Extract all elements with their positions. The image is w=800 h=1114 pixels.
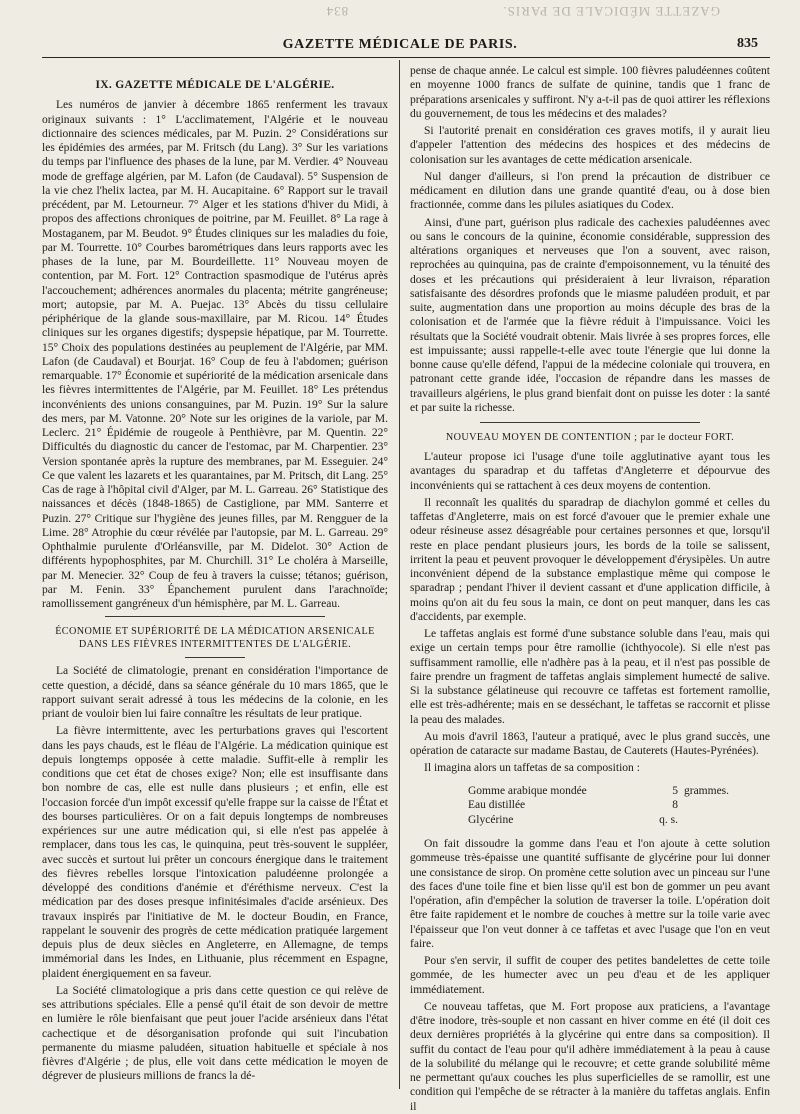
left-column (42, 64, 388, 1093)
section-rule (185, 657, 245, 658)
formula-table (468, 784, 770, 828)
formula-unit (678, 798, 684, 813)
header-rule (42, 57, 770, 58)
paragraph: Si l'autorité prenait en considération ces graves motifs, il y aurait lieu d'appeler l'attention des médecins des hospices et des médecins de colonisation sur les avantages de cette médication arsenicale. (410, 125, 770, 166)
contents-paragraph: Les numéros de janvier à décembre 1865 renferment les travaux originaux suivants : 1° L'acclimatement, l'Algérie et le nouveau dictionnaire des sciences médicales, par M. Puzin. 2° Considérations sur les épidémies des armées, par M. Fritsch (du Lang). 3° Sur les variations du temps par l'influence des phases de la lune, par M. Verdier. 4° Nouveau mode de greffage algérien, par M. Lafon (de Caudaval). 5° Suspension de la vie chez l'helix lactea, par M. H. Aucapitaine. 6° Rapport sur le travail précédent, par M. Letourneur. 7° Alger et les stations d'hiver du Midi, à propos des affections chroniques de poitrine, par M. Feuillet. 8° La rage à Mostaganem, par M. Beudot. 9° Études cliniques sur les maladies du foie, par M. Tourrette. 10° Courbes barométriques dans leurs rapports avec les phases de la lune, par M. Bourdeillette. 11° Nouveau moyen de contention, par M. Fort. 12° Contraction spasmodique de l'utérus après l'accouchement; adhérences anormales du placenta; métrite gangréneuse; mort; autopsie, par M. A. Puejac. 13° Abcès du tissu cellulaire périphérique de la glande sous-maxillaire, par M. Ricou. 14° Études cliniques sur les organes digestifs; dyspepsie hépatique, par M. Tourrette. 15° Choix des populations destinées au peuplement de l'Algérie, par MM. Lafon (de Caudaval) et Bourjat. 16° Coup de feu à l'abdomen; guérison remarquable. 17° Économie et supériorité de la médication arsenicale dans les fièvres intermittentes de l'Algérie, par M. Feuillet. 18° Les prétendus inconvénients des unions consanguines, par M. Puzin. 19° Sur la salure des mers, par M. Vatonne. 20° Note sur les origines de la variole, par M. Leclerc. 21° Épidémie de rougeole à Penthièvre, par M. Quentin. 22° Difficultés du diagnostic du cancer de l'estomac, par M. Charpentier. 23° Version spontanée après la rupture des membranes, par M. Esseguier. 24° Ce que valent les lazarets et les quarantaines, par M. Pritsch, dit Lang. 25° Cas de rage à l'hôpital civil d'Alger, par M. L. Garreau. 26° Statistique des naissances et décès (1848-1865) de Castiglione, par MM. Santerre et Puzin. 27° Critique sur l'hygiène des jeunes filles, par M. Rengguer de la Lime. 28° Atrophie du cœur révélée par l'autopsie, par M. L. Garreau. 29° Ophthalmie purulente d'Orléansville, par M. Didelot. 30° Action de différents hypophosphites, par M. Churchill. 31° Le choléra à Marseille, par M. Menecier. 32° Coup de feu à travers la cuisse; tétanos; guérison, par M. Fenin. 33° Épanchement purulent dans l'arachnoïde; ramollissement gangréneux d'un hémisphère, par M. L. Garreau. (42, 99, 388, 610)
paragraph: Nul danger d'ailleurs, si l'on prend la précaution de distribuer ce médicament en dilution dans une grande quantité d'eau, ou à dose bien fractionnée, comme dans les pilules asiatiques du Codex. (410, 170, 770, 212)
right-column (410, 64, 770, 1113)
paragraph: La Société climatologique a pris dans cette question ce qui relève de ses attributions spéciales. Elle a pensé qu'il était de son devoir de mettre en lumière le rôle bienfaisant que peut jouer l'acide arsénieux dans l'état cachectique et de désorganisation profonde qui suit l'incubation permanente du miasme paludéen, situation habituelle et spéciale à nos fièvres d'Algérie ; de plus, elle voit dans cette médication le moyen de dégrever de plusieurs millions de francs la dé- (42, 984, 388, 1083)
section-rule (105, 616, 325, 617)
section-rule (480, 422, 700, 423)
page-number: 835 (737, 36, 758, 51)
formula-quantity: 8 (672, 799, 678, 811)
paragraph: Pour s'en servir, il suffit de couper des petites bandelettes de cette toile gommée, de les humecter avec un peu d'eau et de les appliquer immédiatement. (410, 955, 770, 996)
formula-ingredient: Eau distillée (468, 799, 526, 811)
formula-unit: grammes. (684, 784, 730, 797)
paragraph: La fièvre intermittente, avec les perturbations graves qui l'escortent dans les pays chauds, est le fléau de l'Algérie. La médication quinique est depuis longtemps opposée à cette maladie. Suffit-elle à remplir les conditions que cet état de choses exige? Non; elle est insuffisante dans bon nombre de cas, elle est nulle dans plusieurs ; et enfin, elle est l'occasion forcée d'un impôt excessif qu'elle frappe sur la caisse de l'État et des bourses particulières. Or on a fait depuis longtemps de nombreuses expériences sur une autre médication qui, si elle n'est pas appelée à remplacer, dans tous les cas, le quinquina, peut très-souvent le suppléer, avec succès et surtout lui prêter un concours énergique dans le traitement des fièvres rebelles lorsque l'intoxication paludéenne prolongée a développé des conditions d'anémie et d'éréthisme nerveux. C'est la médication par des doses presque infinitésimales d'acide arsénieux. Des travaux inspirés par l'initiative de M. le docteur Boudin, en France, rappelant le souvenir des progrès de cette médication pratiquée largement depuis plus de deux siècles en Angleterre, en Allemagne, de temps immémorial dans les Indes, en Lithuanie, plus récemment en Espagne, plaident énergiquement en sa faveur. (42, 725, 388, 980)
paragraph: Ce nouveau taffetas, que M. Fort propose aux praticiens, a l'avantage d'être inodore, très-souple et non cassant en hiver comme en été (il doit ces deux dernières propriétés à la glycérine qui entre dans sa composition). Il suffit du contact de l'eau pour qu'il adhère immédiatement à la peau à cause de la solubilité du mélange qui le recouvre; et cette grande solubilité même ne permettant qu'aux couches les plus superficielles de se ramollir, est une condition qui l'empêche de se rétracter à la manière du taffetas anglais. Enfin il (410, 1000, 770, 1113)
paragraph: Il imagina alors un taffetas de sa composition : (424, 762, 640, 775)
article-subheading: NOUVEAU MOYEN DE CONTENTION ; par le docteur FORT. (445, 432, 735, 443)
article-subheading: ÉCONOMIE ET SUPÉRIORITÉ DE LA MÉDICATION ARSENICALE DANS LES FIÈVRES INTERMITTENTES DE L'ALGÉRIE. (55, 626, 375, 651)
section-heading: IX. GAZETTE MÉDICALE DE L'ALGÉRIE. (95, 79, 335, 91)
formula-ingredient: Glycérine (468, 813, 514, 826)
formula-quantity: q. s. (659, 813, 678, 826)
paragraph: pense de chaque année. Le calcul est simple. 100 fièvres paludéennes coûtent en moyenne 1000 francs de sulfate de quinine, tandis que 1 franc de préparations arsenicales y suffiront. N'y a-t-il pas de quoi attirer les réflexions du gouvernement, de tous les médecins et des malades? (410, 65, 770, 120)
paragraph: Le taffetas anglais est formé d'une substance soluble dans l'eau, mais qui exige un certain temps pour être ramollie (ichthyocole). Si elle n'est pas suffisamment ramollie, elle n'adhère pas à la peau, et il n'est pas possible de faire prendre un fragment de taffetas anglais simplement humecté de salive. Si la substance gélatineuse qui recouvre ce taffetas est fortement ramollie, elle est très-adhérente; mais en se desséchant, le taffetas se raccornit et plisse la peau des malades. (410, 628, 770, 726)
paragraph: On fait dissoudre la gomme dans l'eau et l'on ajoute à cette solution gommeuse très-épaisse une quantité suffisante de glycérine pour lui donner une consistance de sirop. On promène cette solution avec un pinceau sur l'une des faces d'une toile fine et bien lisse qu'il est bon de gommer un peu avant l'opération, afin d'empêcher la solution de traverser la toile. L'opération doit être faite rapidement et le nombre de couches à mettre sur la toile varie avec l'épaisseur que l'on veut donner à ce taffetas et avec l'usage que l'on en veut faire. (410, 838, 770, 950)
formula-ingredient: Gomme arabique mondée (468, 784, 587, 797)
formula-quantity: 5 (672, 784, 678, 797)
formula-unit (678, 813, 684, 828)
show-through-text: GAZETTE MÉDICALE DE PARIS. 834 (325, 4, 720, 19)
paragraph: La Société de climatologie, prenant en considération l'importance de cette question, a décidé, dans sa séance générale du 10 mars 1865, que le rapport suivant serait adressé à tous les médecins de la colonie, en les priant de vouloir bien lui faire connaître les résultats de leur pratique. (42, 665, 388, 720)
paragraph: Au mois d'avril 1863, l'auteur a pratiqué, avec le plus grand succès, une opération de cataracte sur madame Bastau, de Cauterets (Hautes-Pyrénées). (410, 730, 770, 757)
formula-row (468, 798, 770, 813)
paragraph: Il reconnaît les qualités du sparadrap de diachylon gommé et celles du taffetas d'Angleterre, mais on est forcé d'avouer que le premier exhale une odeur résineuse assez désagréable pour certaines personnes et que, lorsqu'il reste en place pendant plusieurs jours, les bords de la toile se salissent, irritent la peau et peuvent provoquer le développement d'érysipèles. Un autre inconvénient dépend de la substance emplastique même qui compose le sparadrap ; pendant l'hiver il devient cassant et d'une application difficile, à moins qu'on ait du feu sous la main, ce dont on peut manquer, dans les cas d'accidents, par exemple. (410, 496, 770, 623)
formula-row (468, 813, 770, 828)
column-divider (399, 60, 400, 1089)
paragraph: Ainsi, d'une part, guérison plus radicale des cachexies paludéennes avec ou sans le concours de la quinine, économie considérable, suppression des altérations organiques et nerveuses que l'on a souvent, avec raison, reprochées au quinquina, pas de crainte d'empoisonnement, vu la ténuité des doses et les précautions qui présideraient à leur livraison, réparation satisfaisante des désordres profonds que le miasme paludéen produit, et par suite, augmentation dans une proportion au moins décuple des bras de la colonisation et de l'armée que la fièvre réduit à l'impuissance. Voici les résultats que la Société voudrait obtenir. Mais livrée à ses propres forces, elle est impuissante; aussi rappelle-t-elle avec toute l'énergie que lui donne la bonne cause qu'elle défend, l'appui de la médecine coloniale qui trouvera, en patronant cette grande idée, l'occasion de répandre dans les masses de travailleurs algériens, le plus grand bienfait dont on puisse les doter : la santé et par suite la richesse. (410, 216, 770, 414)
formula-row (468, 784, 770, 799)
paragraph: L'auteur propose ici l'usage d'une toile agglutinative ayant tous les avantages du sparadrap et du taffetas d'Angleterre et dépourvue des inconvénients qui se rattachent à ces deux moyens de contention. (410, 451, 770, 492)
running-head: GAZETTE MÉDICALE DE PARIS. (282, 37, 518, 52)
